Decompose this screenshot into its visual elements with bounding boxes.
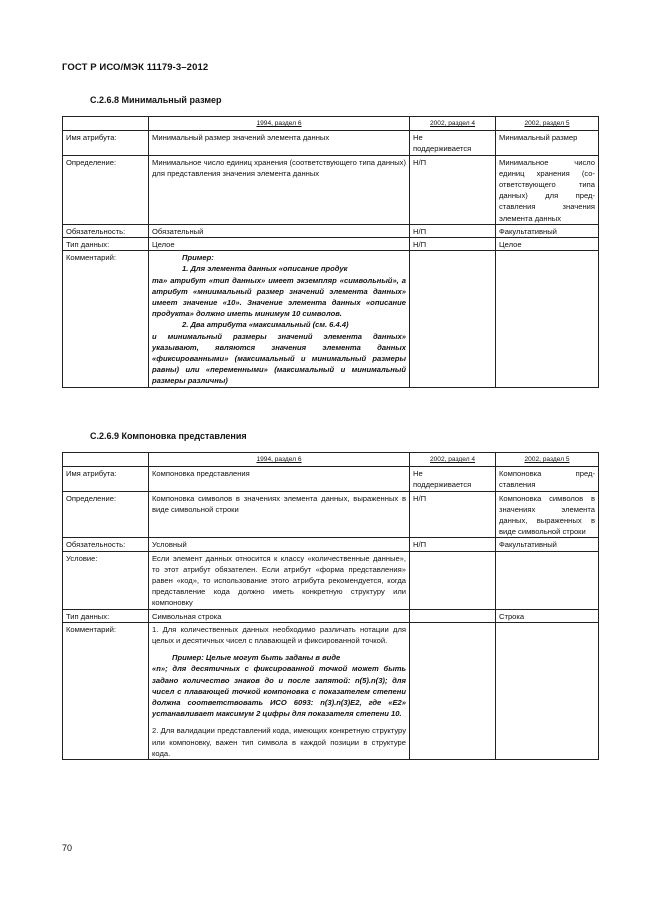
cell-value: Компоновка представления [496, 467, 599, 491]
example-2-text: и минимальный размеры значений элемента данных» указывают, являются значения элемента данных «фиксированными» (максимальный и минимальный размеры равны) или «переменными» (максимальный и минимальный размеры различны) [152, 331, 406, 386]
table-row [63, 131, 599, 155]
cell-value: Компоновка символов в значениях элемента данных, выраженных в виде символьной строки [496, 491, 599, 538]
example-first-line: Пример: Целые могут быть заданы в виде [172, 653, 341, 663]
table-header-row [63, 117, 599, 131]
section-title-representation-layout: С.2.6.9 Компоновка представления [90, 431, 247, 441]
cell-empty [496, 622, 599, 759]
header-empty-cell [63, 117, 149, 131]
cell-value: Целое [496, 238, 599, 251]
cell-empty [410, 551, 496, 609]
cell-value: Минимальное число единиц хранения (соответствующего типа данных) для представления значения элемента данных [149, 155, 410, 224]
cell-value: Факультативный [496, 538, 599, 551]
header-empty-cell [63, 453, 149, 467]
cell-value: Н/П [410, 538, 496, 551]
cell-value: Символьная строка [149, 609, 410, 622]
cell-comment [149, 251, 410, 387]
cell-comment [149, 622, 410, 759]
row-label: Обязательность: [63, 538, 149, 551]
cell-value: Н/П [410, 224, 496, 237]
cell-empty [410, 622, 496, 759]
cell-value: Не поддерживается [410, 131, 496, 155]
column-header-2002-5: 2002, раздел 5 [496, 117, 599, 131]
cell-value: Строка [496, 609, 599, 622]
row-label: Имя атрибута: [63, 467, 149, 491]
cell-value: Обязательный [149, 224, 410, 237]
cell-empty [410, 251, 496, 387]
table-header-row [63, 453, 599, 467]
cell-empty [496, 551, 599, 609]
column-header-2002-5: 2002, раздел 5 [496, 453, 599, 467]
cell-value: Минимальный размер [496, 131, 599, 155]
cell-value: Условный [149, 538, 410, 551]
cell-value: Если элемент данных относится к классу «количественные данные», то этот атрибут обязателен. Если атрибут «форма представления» равен «код», то использование этого атрибута рекомендуется, когда представление кода должно иметь конкретную структуру или компоновку [149, 551, 410, 609]
column-header-1994: 1994, раздел 6 [149, 117, 410, 131]
row-label: Комментарий: [63, 622, 149, 759]
cell-value: Н/П [410, 155, 496, 224]
row-label: Тип данных: [63, 609, 149, 622]
cell-value: Факультативный [496, 224, 599, 237]
table-row [63, 224, 599, 237]
row-label: Условие: [63, 551, 149, 609]
row-label: Обязательность: [63, 224, 149, 237]
example-1-text: та» атрибут «тип данных» имеет экземпляр «символьный», а атрибут «мниимальный размер значений элемента данных» имеет значение «10». Значение элемента данных «описание продукта» должно иметь минимум 10 символов. [152, 275, 406, 319]
example-1-first-line: 1. Для элемента данных «описание продук [182, 264, 348, 274]
example-heading: Пример: [182, 253, 214, 263]
table-row [63, 251, 599, 387]
cell-value: Н/П [410, 238, 496, 251]
page-number: 70 [62, 843, 73, 853]
table-row [63, 609, 599, 622]
attribute-table-representation-layout [62, 452, 599, 760]
table-row [63, 155, 599, 224]
cell-empty [496, 251, 599, 387]
table-row [63, 538, 599, 551]
cell-value: Минимальное число единиц хранения (соответствующего типа данных) для представления значения элемента данных [496, 155, 599, 224]
cell-value: Компоновка представления [149, 467, 410, 491]
table-row [63, 622, 599, 759]
table-row [63, 238, 599, 251]
cell-value: Не поддерживается [410, 467, 496, 491]
cell-value: Н/П [410, 491, 496, 538]
cell-empty [410, 609, 496, 622]
attribute-table-minimal-size [62, 116, 599, 388]
row-label: Имя атрибута: [63, 131, 149, 155]
row-label: Тип данных: [63, 238, 149, 251]
cell-value: Минимальный размер значений элемента данных [149, 131, 410, 155]
section-title-minimal-size: С.2.6.8 Минимальный размер [90, 95, 222, 105]
example-2-first-line: 2. Два атрибута «максимальный (см. 6.4.4) [182, 320, 349, 330]
cell-value: Компоновка символов в значениях элемента данных, выраженных в виде символьной строки [149, 491, 410, 538]
column-header-2002-4: 2002, раздел 4 [410, 453, 496, 467]
row-label: Комментарий: [63, 251, 149, 387]
table-row [63, 491, 599, 538]
example-text: «n»; для десятичных с фиксированной точкой может быть задано количество знаков до и после запятой: n(5).n(3); для чисел с плавающей точкой компоновка с показателем степени должна соответствовать ИСО 6093: n(3).n(3)E2, где «E2» устанавливает максимум 2 цифры для показателя степени 10. [152, 664, 406, 719]
row-label: Определение: [63, 491, 149, 538]
document-header: ГОСТ Р ИСО/МЭК 11179-3–2012 [62, 62, 209, 73]
table-row [63, 467, 599, 491]
column-header-1994: 1994, раздел 6 [149, 453, 410, 467]
comment-paragraph-2: 2. Для валидации представлений кода, имеющих конкретную структуру или компоновку, важен тип символа в каждой позиции в структуре кода. [152, 726, 406, 758]
cell-value: Целое [149, 238, 410, 251]
comment-paragraph-1: 1. Для количественных данных необходимо различать нотации для целых и десятичных чисел с плавающей и фиксированной точкой. [152, 624, 406, 646]
row-label: Определение: [63, 155, 149, 224]
column-header-2002-4: 2002, раздел 4 [410, 117, 496, 131]
table-row [63, 551, 599, 609]
